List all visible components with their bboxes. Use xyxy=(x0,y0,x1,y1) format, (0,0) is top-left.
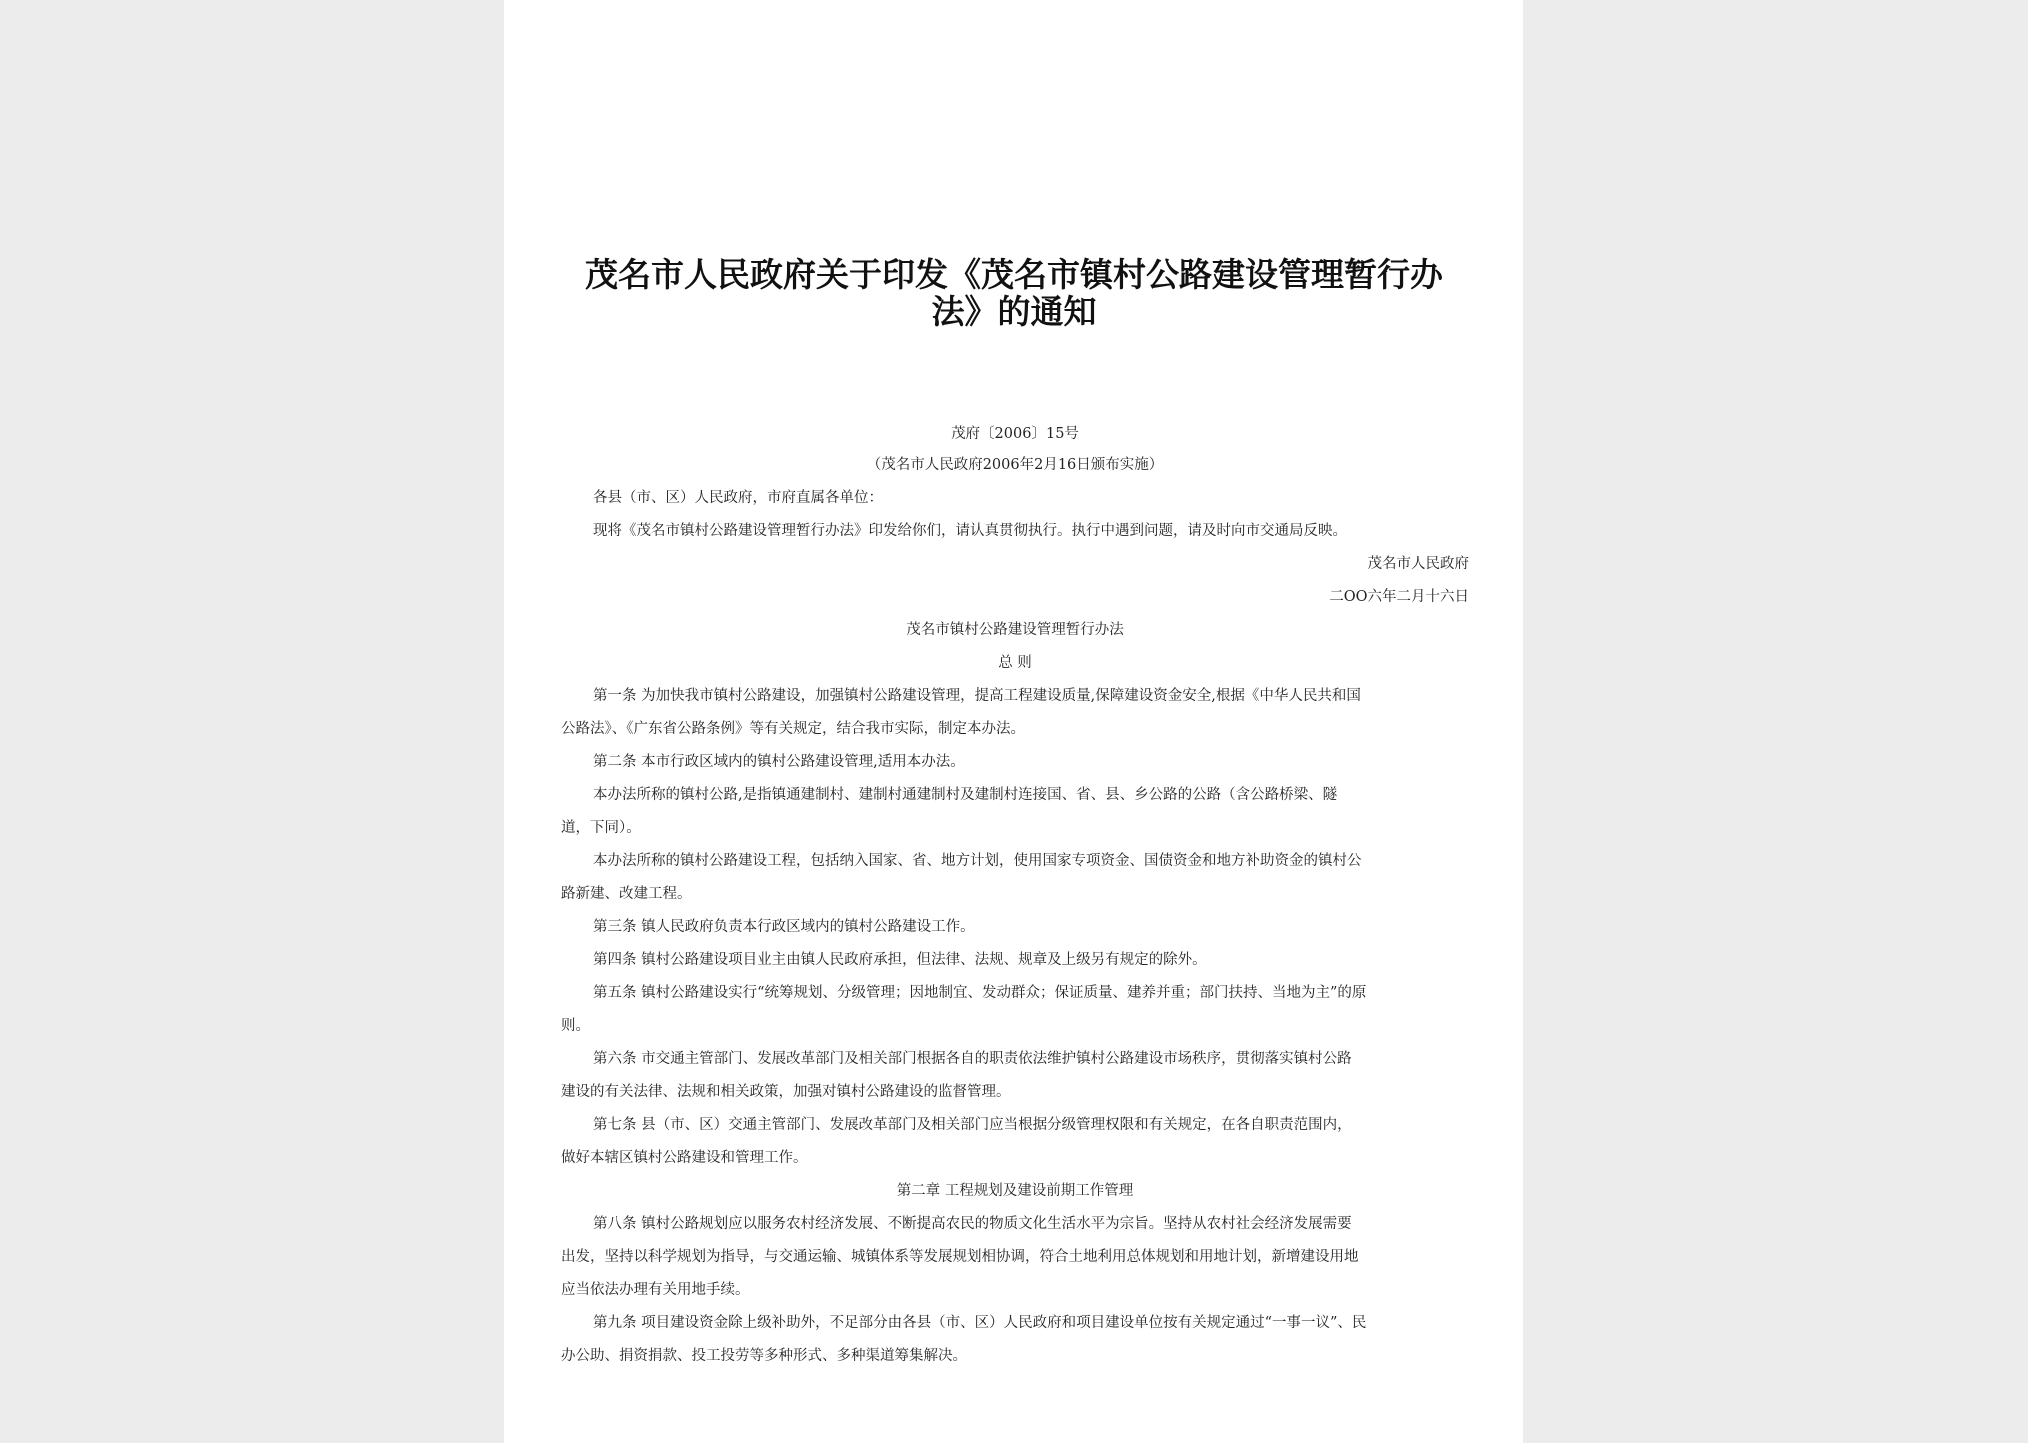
addressee-line: 各县（市、区）人民政府，市府直属各单位： xyxy=(593,490,883,506)
section-heading: 总 则 xyxy=(998,655,1032,671)
paragraph-line: 应当依法办理有关用地手续。 xyxy=(561,1282,750,1298)
paragraph-line: 本办法所称的镇村公路,是指镇通建制村、建制村通建制村及建制村连接国、省、县、乡公路的公路（含公路桥梁、隧 xyxy=(593,787,1338,803)
paragraph-line: 路新建、改建工程。 xyxy=(561,886,692,902)
paragraph-line: 第八条 镇村公路规划应以服务农村经济发展、不断提高农民的物质文化生活水平为宗旨。坚持从农村社会经济发展需要 xyxy=(593,1216,1352,1232)
document-page xyxy=(504,0,1523,1443)
paragraph-line: 第二条 本市行政区域内的镇村公路建设管理,适用本办法。 xyxy=(593,754,965,770)
paragraph-line: 第九条 项目建设资金除上级补助外，不足部分由各县（市、区）人民政府和项目建设单位按有关规定通过“一事一议”、民 xyxy=(593,1315,1367,1331)
chapter-heading: 第二章 工程规划及建设前期工作管理 xyxy=(896,1183,1134,1199)
paragraph-line: 做好本辖区镇村公路建设和管理工作。 xyxy=(561,1150,808,1166)
paragraph-line: 道，下同）。 xyxy=(561,820,641,836)
paragraph-line: 第一条 为加快我市镇村公路建设，加强镇村公路建设管理，提高工程建设质量,保障建设资金安全,根据《中华人民共和国 xyxy=(593,688,1361,704)
paragraph-line: 办公助、捐资捐款、投工投劳等多种形式、多种渠道筹集解决。 xyxy=(561,1348,967,1364)
paragraph-line: 第七条 县（市、区）交通主管部门、发展改革部门及相关部门应当根据分级管理权限和有关规定，在各自职责范围内， xyxy=(593,1117,1352,1133)
paragraph-line: 建设的有关法律、法规和相关政策，加强对镇村公路建设的监督管理。 xyxy=(561,1084,1011,1100)
paragraph-line: 出发，坚持以科学规划为指导，与交通运输、城镇体系等发展规划相协调，符合土地利用总体规划和用地计划，新增建设用地 xyxy=(561,1249,1359,1265)
issuer-signature: 茂名市人民政府 xyxy=(1367,556,1469,572)
paragraph-line: 则。 xyxy=(561,1018,590,1034)
document-title: 茂名市人民政府关于印发《茂名市镇村公路建设管理暂行办法》的通知 xyxy=(585,255,1443,331)
paragraph-line: 第三条 镇人民政府负责本行政区域内的镇村公路建设工作。 xyxy=(593,919,975,935)
notice-body: 现将《茂名市镇村公路建设管理暂行办法》印发给你们，请认真贯彻执行。执行中遇到问题，请及时向市交通局反映。 xyxy=(593,523,1347,539)
paragraph-line: 本办法所称的镇村公路建设工程，包括纳入国家、省、地方计划，使用国家专项资金、国债资金和地方补助资金的镇村公 xyxy=(593,853,1362,869)
issue-date: 二OO六年二月十六日 xyxy=(1329,589,1469,605)
paragraph-line: 第六条 市交通主管部门、发展改革部门及相关部门根据各自的职责依法维护镇村公路建设市场秩序，贯彻落实镇村公路 xyxy=(593,1051,1352,1067)
regulation-title: 茂名市镇村公路建设管理暂行办法 xyxy=(906,622,1124,638)
paragraph-line: 第五条 镇村公路建设实行“统筹规划、分级管理；因地制宜、发动群众；保证质量、建养并重；部门扶持、当地为主”的原 xyxy=(593,985,1367,1001)
paragraph-line: 第四条 镇村公路建设项目业主由镇人民政府承担，但法律、法规、规章及上级另有规定的除外。 xyxy=(593,952,1207,968)
issue-note: （茂名市人民政府2006年2月16日颁布实施） xyxy=(866,457,1164,473)
document-number: 茂府〔2006〕15号 xyxy=(951,426,1079,442)
paragraph-line: 公路法》、《广东省公路条例》等有关规定，结合我市实际，制定本办法。 xyxy=(561,721,1025,737)
